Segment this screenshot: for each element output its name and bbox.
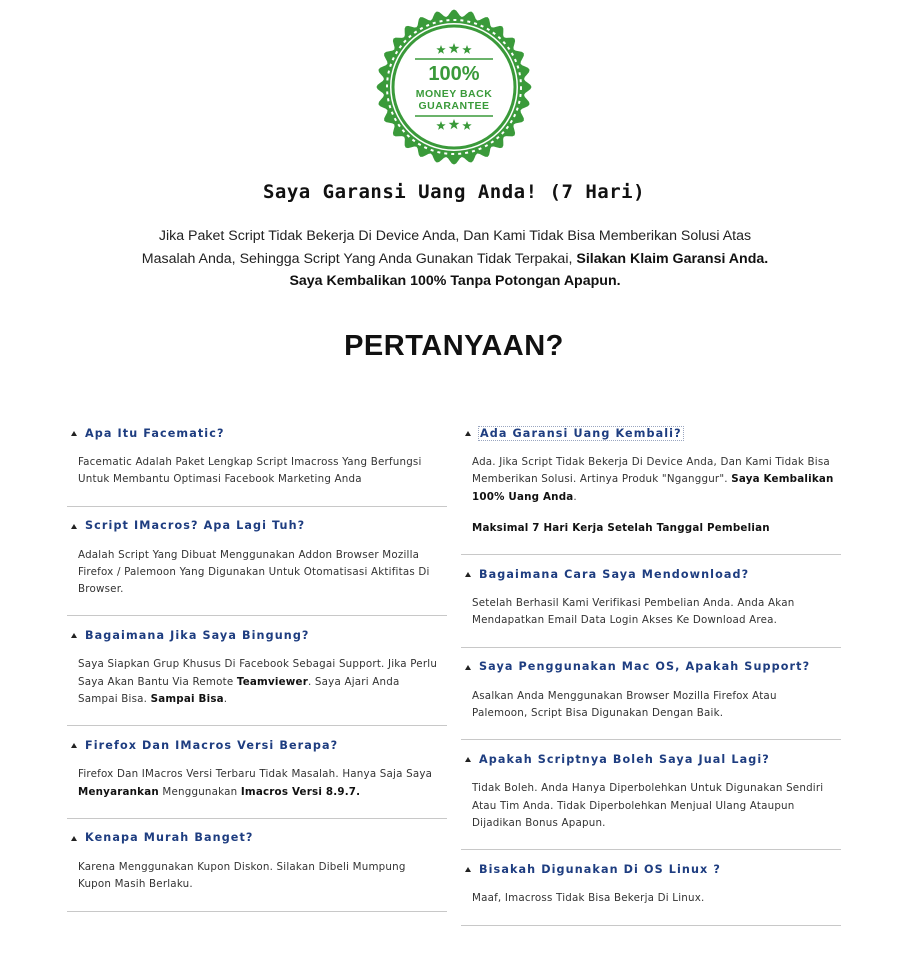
caret-up-icon <box>71 431 77 436</box>
faq-answer <box>78 859 447 894</box>
faq-answer <box>472 890 841 907</box>
faq-question[interactable]: Apa Itu Facematic? <box>85 426 225 440</box>
answer-segment: Saya Siapkan Grup Khusus Di Facebook Sebagai Support. Jika Perlu Saya Akan Bantu Via Remote <box>78 658 438 688</box>
faq-answer <box>78 766 447 801</box>
faq-answer-text <box>78 656 441 708</box>
faq-answer <box>78 656 447 708</box>
guarantee-claim-text: Silakan Klaim Garansi Anda. <box>576 250 769 267</box>
answer-segment: Menggunakan <box>158 785 241 798</box>
faq-answer-text: Tidak Boleh. Anda Hanya Diperbolehkan Untuk Digunakan Sendiri Atau Tim Anda. Tidak Diperbolehkan Menjual Ulang Ataupun Dijadikan Bonus Apapun. <box>472 782 824 829</box>
answer-bold-segment: Teamviewer <box>236 675 308 688</box>
faq-answer <box>472 688 841 723</box>
faq-question-toggle[interactable] <box>71 736 447 754</box>
faq-question-toggle[interactable] <box>71 424 447 442</box>
faq-question[interactable]: Bisakah Digunakan Di OS Linux ? <box>479 862 721 876</box>
answer-bold-segment: Sampai Bisa <box>150 693 224 706</box>
faq-question[interactable]: Script IMacros? Apa Lagi Tuh? <box>85 519 306 533</box>
faq-answer-text <box>472 520 835 537</box>
faq-item <box>461 850 841 925</box>
answer-bold-segment: Imacros Versi 8.9.7. <box>240 785 361 798</box>
faq-question[interactable]: Firefox Dan IMacros Versi Berapa? <box>85 738 339 752</box>
caret-up-icon <box>71 743 77 748</box>
answer-segment: . <box>573 490 577 503</box>
caret-up-icon <box>465 665 471 670</box>
faq-answer <box>78 454 447 489</box>
answer-segment: . <box>223 693 228 706</box>
caret-up-icon <box>465 757 471 762</box>
faq-question[interactable]: Saya Penggunakan Mac OS, Apakah Support? <box>479 660 811 674</box>
faq-question[interactable]: Kenapa Murah Banget? <box>85 831 254 845</box>
guarantee-seal-icon <box>375 8 533 166</box>
faq-item <box>67 726 447 819</box>
answer-bold-segment: Maksimal 7 Hari Kerja Setelah Tanggal Pembelian <box>472 521 770 534</box>
faq-item <box>67 414 447 507</box>
faq-item <box>461 740 841 850</box>
faq-answer-text <box>78 766 441 801</box>
faq-question-toggle[interactable] <box>71 829 447 847</box>
faq-answer-text: Karena Menggunakan Kupon Diskon. Silakan Dibeli Mumpung Kupon Masih Berlaku. <box>78 860 406 891</box>
faq-item <box>461 648 841 741</box>
faq-question[interactable]: Ada Garansi Uang Kembali? <box>480 426 682 440</box>
caret-up-icon <box>71 524 77 529</box>
badge-line-2: GUARANTEE <box>418 100 490 112</box>
faq-item <box>67 616 447 726</box>
faq-item <box>67 819 447 912</box>
answer-segment: Firefox Dan IMacros Versi Terbaru Tidak Masalah. Hanya Saja Saya <box>78 768 433 781</box>
guarantee-refund-text: Saya Kembalikan 100% Tanpa Potongan Apapun. <box>289 273 621 289</box>
faq-answer-text: Asalkan Anda Menggunakan Browser Mozilla Firefox Atau Palemoon, Script Bisa Digunakan Dengan Baik. <box>472 689 777 720</box>
faq-item <box>461 555 841 648</box>
faq-answer-text: Adalah Script Yang Dibuat Menggunakan Addon Browser Mozilla Firefox / Palemoon Yang Digunakan Untuk Otomatisasi Aktifitas Di Browser. <box>78 548 430 596</box>
faq-question-toggle[interactable] <box>71 626 447 644</box>
answer-segment: Ada. Jika Script Tidak Bekerja Di Device Anda, Dan Kami Tidak Bisa Memberikan Solusi. Artinya Produk "Nganggur". <box>472 456 830 486</box>
caret-up-icon <box>465 867 471 872</box>
faq-question[interactable]: Bagaimana Jika Saya Bingung? <box>85 628 310 642</box>
caret-up-icon <box>465 431 471 436</box>
faq-column-right <box>461 414 841 926</box>
guarantee-text: Jika Paket Script Tidak Bekerja Di Device Anda, Dan Kami Tidak Bisa Memberikan Solusi Atas Masalah Anda, Sehingga Script Yang Anda Gunakan Tidak Terpakai, <box>141 228 752 267</box>
faq-answer-text: Maaf, Imacross Tidak Bisa Bekerja Di Linux. <box>472 892 705 905</box>
faq-question[interactable]: Apakah Scriptnya Boleh Saya Jual Lagi? <box>479 752 770 766</box>
badge-line-1: MONEY BACK <box>415 88 493 100</box>
caret-up-icon <box>71 836 77 841</box>
faq-answer-text <box>472 454 835 506</box>
faq-answer <box>78 547 447 599</box>
faq-answer <box>472 595 841 630</box>
faq-question-toggle[interactable] <box>465 658 841 676</box>
faq-answer-text: Setelah Berhasil Kami Verifikasi Pembelian Anda. Anda Akan Mendapatkan Email Data Login Akses Ke Download Area. <box>472 597 795 627</box>
money-back-guarantee-badge <box>375 8 533 166</box>
faq-answer-text: Facematic Adalah Paket Lengkap Script Imacross Yang Berfungsi Untuk Membantu Optimasi Facebook Marketing Anda <box>78 456 422 486</box>
guarantee-heading: Saya Garansi Uang Anda! (7 Hari) <box>262 181 646 203</box>
faq-question-toggle[interactable] <box>465 860 841 878</box>
faq-heading: PERTANYAAN? <box>344 330 564 362</box>
faq-question-toggle[interactable] <box>465 750 841 768</box>
guarantee-description <box>140 225 770 293</box>
faq-answer <box>472 780 841 832</box>
answer-bold-segment: Menyarankan <box>78 785 159 798</box>
faq-item <box>461 414 841 555</box>
faq-item <box>67 507 447 617</box>
faq-question-toggle[interactable] <box>71 517 447 535</box>
answer-segment: . Saya Ajari Anda Sampai Bisa. <box>78 675 400 706</box>
faq-answer <box>472 454 841 537</box>
caret-up-icon <box>71 633 77 638</box>
faq-column-left <box>67 414 447 912</box>
faq-question[interactable]: Bagaimana Cara Saya Mendownload? <box>479 567 750 581</box>
faq-question-toggle[interactable] <box>465 424 841 442</box>
answer-bold-segment: Saya Kembalikan 100% Uang Anda <box>472 473 834 503</box>
faq-question-toggle[interactable] <box>465 565 841 583</box>
badge-percent: 100% <box>428 63 480 85</box>
caret-up-icon <box>465 572 471 577</box>
